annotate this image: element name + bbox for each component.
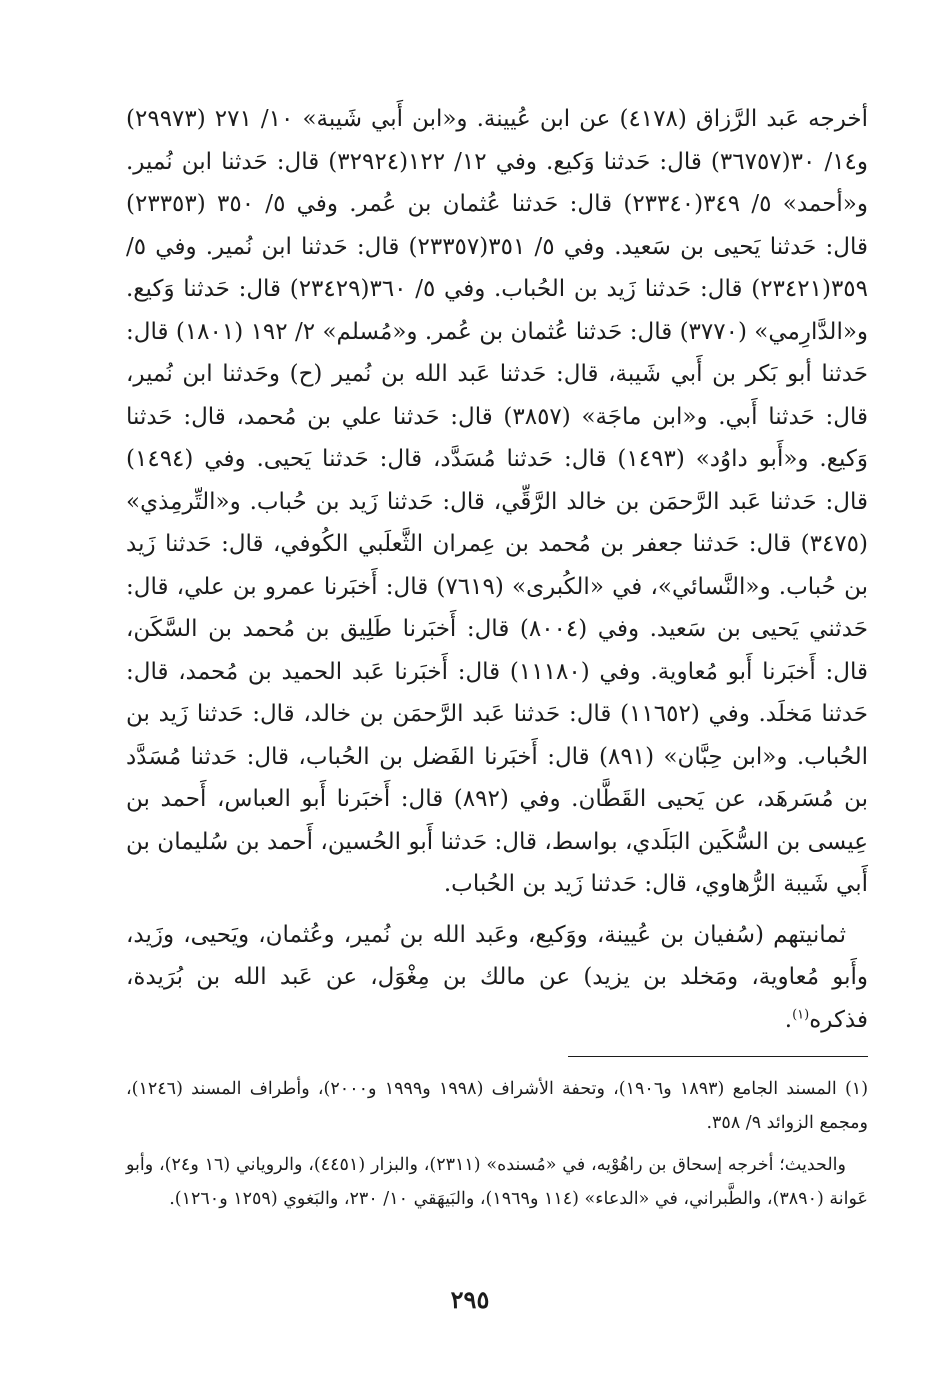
summary-text: ثمانيتهم (سُفيان بن عُيينة، ووَكيع، وعَبد الله بن نُمير، وعُثمان، ويَحيى، وزَيد، وأَبو مُعاوية، ومَخلد بن يزيد) عن مالك بن مِغْوَل، عن عَبد الله بن بُرَيدة، فذكره	[126, 921, 868, 1033]
footnote-divider	[568, 1056, 868, 1057]
footnote-1-continuation: والحديث؛ أخرجه إسحاق بن راهُوْيه، في «مُسنده» (٢٣١١)، والبزار (٤٤٥١)، والروياني (١٦ و٢٤)، وأبو عَوانة (٣٨٩٠)، والطَّبراني، في «الدعاء» (١١٤ و١٩٦٩)، والبَيهَقي ١٠/ ٢٣٠، والبَغوي (١٢٥٩ و١٢٦٠).	[126, 1155, 868, 1209]
hadith-summary-paragraph	[126, 914, 868, 1042]
footnotes-section	[126, 1072, 868, 1216]
footnote-reference: (١)	[792, 1006, 810, 1022]
summary-end-punctuation: .	[784, 1006, 793, 1033]
footnote-1: (١) المسند الجامع (١٨٩٣ و١٩٠٦)، وتحفة الأشراف (١٩٩٨ و١٩٩٩ و٢٠٠٠)، وأطراف المسند (١٢٤٦)، ومجمع الزوائد ٩/ ٣٥٨.	[126, 1079, 869, 1133]
main-body-text	[126, 98, 868, 1041]
hadith-takhrij-paragraph: أخرجه عَبد الرَّزاق (٤١٧٨) عن ابن عُيينة. و«ابن أَبي شَيبة» ١٠/ ٢٧١ (٢٩٩٧٣) و١٤/ ٣٠(٣٦٧٥٧) قال: حَدثنا وَكيع. وفي ١٢/ ١٢٢(٣٢٩٢٤) قال: حَدثنا ابن نُمير. و«أحمد» ٥/ ٣٤٩(٢٣٣٤٠) قال: حَدثنا عُثمان بن عُمر. وفي ٥/ ٣٥٠ (٢٣٣٥٣) قال: حَدثنا يَحيى بن سَعيد. وفي ٥/ ٣٥١(٢٣٣٥٧) قال: حَدثنا ابن نُمير. وفي ٥/ ٣٥٩(٢٣٤٢١) قال: حَدثنا زَيد بن الحُباب. وفي ٥/ ٣٦٠(٢٣٤٢٩) قال: حَدثنا وَكيع. و«الدَّارِمي» (٣٧٧٠) قال: حَدثنا عُثمان بن عُمر. و«مُسلم» ٢/ ١٩٢ (١٨٠١) قال: حَدثنا أبو بَكر بن أَبي شَيبة، قال: حَدثنا عَبد الله بن نُمير (ح) وحَدثنا ابن نُمير، قال: حَدثنا أَبي. و«ابن ماجَة» (٣٨٥٧) قال: حَدثنا علي بن مُحمد، قال: حَدثنا وَكيع. و«أَبو داوُد» (١٤٩٣) قال: حَدثنا مُسَدَّد، قال: حَدثنا يَحيى. وفي (١٤٩٤) قال: حَدثنا عَبد الرَّحمَن بن خالد الرَّقِّي، قال: حَدثنا زَيد بن حُباب. و«التِّرمِذي» (٣٤٧٥) قال: حَدثنا جعفر بن مُحمد بن عِمران الثَّعلَبي الكُوفي، قال: حَدثنا زَيد بن حُباب. و«النَّسائي»، في «الكُبرى» (٧٦١٩) قال: أَخبَرنا عمرو بن علي، قال: حَدثني يَحيى بن سَعيد. وفي (٨٠٠٤) قال: أَخبَرنا طَلِيق بن مُحمد بن السَّكَن، قال: أَخبَرنا أَبو مُعاوية. وفي (١١١٨٠) قال: أَخبَرنا عَبد الحميد بن مُحمد، قال: حَدثنا مَخلَد. وفي (١١٦٥٢) قال: حَدثنا عَبد الرَّحمَن بن خالد، قال: حَدثنا زَيد بن الحُباب. و«ابن حِبَّان» (٨٩١) قال: أَخبَرنا الفَضل بن الحُباب، قال: حَدثنا مُسَدَّد بن مُسَرهَد، عن يَحيى القَطَّان. وفي (٨٩٢) قال: أَخبَرنا أَبو العباس، أَحمد بن عِيسى بن السُّكَين البَلَدي، بواسط، قال: حَدثنا أَبو الحُسين، أَحمد بن سُليمان بن أَبي شَيبة الرُّهاوي، قال: حَدثنا زَيد بن الحُباب.	[126, 106, 869, 897]
page-number: ٢٩٥	[450, 1285, 490, 1314]
